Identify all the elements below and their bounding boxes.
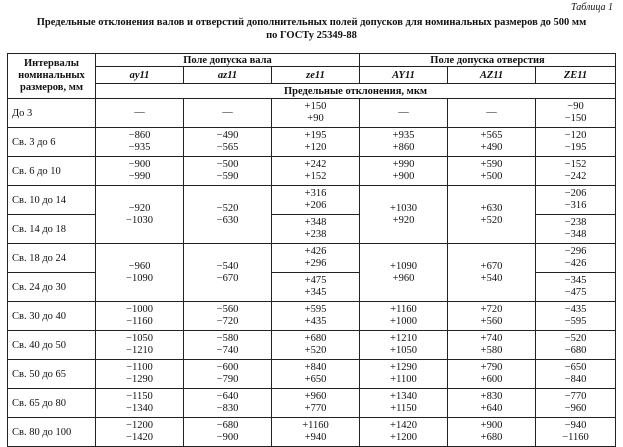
- cell-ZE: [536, 244, 616, 273]
- interval-header: Интервалы номинальных размеров, мм: [8, 54, 96, 99]
- deviation-value: −770: [564, 391, 587, 402]
- deviation-value: +150: [304, 101, 327, 112]
- deviation-value: —: [134, 107, 145, 118]
- deviation-value: +540: [480, 272, 503, 284]
- deviation-value: −1030: [126, 214, 153, 226]
- cell-ze: [272, 302, 360, 331]
- deviation-value: +860: [392, 142, 415, 153]
- cell-AZ-merged: [448, 186, 536, 244]
- deviation-value: +1200: [390, 432, 417, 443]
- deviation-value: +120: [304, 142, 327, 153]
- cell-AY: [360, 99, 448, 128]
- deviation-value: +500: [480, 171, 503, 182]
- deviation-value: +1000: [390, 316, 417, 327]
- table-row: [8, 157, 616, 186]
- deviation-value: −960: [564, 403, 587, 414]
- col-ze11: ze11: [272, 67, 360, 84]
- interval-label: Св. 80 до 100: [8, 418, 96, 447]
- cell-AY: [360, 157, 448, 186]
- deviation-value: −860: [128, 130, 151, 141]
- deviation-value: +1100: [390, 374, 417, 385]
- table-row: [8, 360, 616, 389]
- deviation-value: −152: [564, 159, 587, 170]
- cell-AZ: [448, 389, 536, 418]
- deviation-value: +990: [392, 159, 415, 170]
- cell-az: [184, 302, 272, 331]
- deviation-value: +960: [304, 391, 327, 402]
- cell-ze: [272, 157, 360, 186]
- deviation-value: −90: [567, 101, 584, 112]
- cell-ay: [96, 331, 184, 360]
- deviation-value: −475: [564, 287, 587, 298]
- deviation-value: −920: [128, 202, 151, 214]
- interval-label: До 3: [8, 99, 96, 128]
- deviation-value: +242: [304, 159, 327, 170]
- cell-AY-merged: [360, 186, 448, 244]
- cell-ze: [272, 389, 360, 418]
- hole-group-header: Поле допуска отверстия: [360, 54, 616, 67]
- deviation-value: −680: [216, 420, 239, 431]
- deviation-value: −1210: [126, 345, 153, 356]
- interval-label: Св. 40 до 50: [8, 331, 96, 360]
- cell-ze: [272, 128, 360, 157]
- deviation-value: −740: [216, 345, 239, 356]
- deviation-value: —: [486, 107, 497, 118]
- cell-ze: [272, 186, 360, 215]
- deviation-value: −1100: [126, 362, 153, 373]
- cell-ay: [96, 128, 184, 157]
- deviation-value: −650: [564, 362, 587, 373]
- deviation-value: −540: [216, 260, 239, 272]
- interval-label: Св. 30 до 40: [8, 302, 96, 331]
- deviation-value: —: [398, 107, 409, 118]
- deviation-value: −790: [216, 374, 239, 385]
- deviation-value: +435: [304, 316, 327, 327]
- deviation-value: −348: [564, 229, 587, 240]
- deviation-value: +770: [304, 403, 327, 414]
- deviation-value: −1200: [126, 420, 153, 431]
- cell-ZE: [536, 418, 616, 447]
- deviation-value: +565: [480, 130, 503, 141]
- deviation-value: −435: [564, 304, 587, 315]
- deviation-value: +426: [304, 246, 327, 257]
- cell-AZ: [448, 157, 536, 186]
- cell-ZE: [536, 128, 616, 157]
- deviation-value: −520: [564, 333, 587, 344]
- deviation-value: +1420: [390, 420, 417, 431]
- cell-AY: [360, 389, 448, 418]
- cell-ay: [96, 302, 184, 331]
- deviation-value: +90: [307, 113, 324, 124]
- deviation-value: +740: [480, 333, 503, 344]
- deviation-value: −830: [216, 403, 239, 414]
- deviation-value: +935: [392, 130, 415, 141]
- cell-AY: [360, 302, 448, 331]
- deviation-value: +1030: [390, 202, 417, 214]
- deviation-value: +520: [304, 345, 327, 356]
- cell-AY: [360, 128, 448, 157]
- deviation-value: −1420: [126, 432, 153, 443]
- table-label: Таблица 1: [571, 2, 613, 13]
- deviation-value: −940: [564, 420, 587, 431]
- deviation-value: −490: [216, 130, 239, 141]
- deviation-value: +238: [304, 229, 327, 240]
- deviation-value: −580: [216, 333, 239, 344]
- deviation-value: +720: [480, 304, 503, 315]
- deviation-value: +1290: [390, 362, 417, 373]
- deviation-value: +790: [480, 362, 503, 373]
- deviation-value: −600: [216, 362, 239, 373]
- deviation-value: −120: [564, 130, 587, 141]
- cell-AY: [360, 331, 448, 360]
- cell-az-merged: [184, 186, 272, 244]
- deviation-value: +560: [480, 316, 503, 327]
- cell-ZE: [536, 360, 616, 389]
- deviations-header: Предельные отклонения, мкм: [96, 84, 616, 99]
- cell-AZ: [448, 99, 536, 128]
- cell-ze: [272, 273, 360, 302]
- deviation-value: −595: [564, 316, 587, 327]
- deviation-value: −960: [128, 260, 151, 272]
- cell-ZE: [536, 273, 616, 302]
- cell-az: [184, 360, 272, 389]
- interval-label: Св. 6 до 10: [8, 157, 96, 186]
- deviation-value: +1150: [390, 403, 417, 414]
- deviation-value: +1210: [390, 333, 417, 344]
- deviation-value: −345: [564, 275, 587, 286]
- cell-AZ-merged: [448, 244, 536, 302]
- cell-ay: [96, 418, 184, 447]
- deviation-value: +840: [304, 362, 327, 373]
- table-row: [8, 331, 616, 360]
- deviation-value: +296: [304, 258, 327, 269]
- deviation-value: −840: [564, 374, 587, 385]
- cell-ay: [96, 99, 184, 128]
- deviation-value: −1090: [126, 272, 153, 284]
- deviation-value: +316: [304, 188, 327, 199]
- cell-ay: [96, 360, 184, 389]
- cell-ZE: [536, 389, 616, 418]
- interval-label: Св. 50 до 65: [8, 360, 96, 389]
- deviation-value: +680: [480, 432, 503, 443]
- table-row: [8, 302, 616, 331]
- cell-AZ: [448, 128, 536, 157]
- cell-ZE: [536, 302, 616, 331]
- cell-ZE: [536, 331, 616, 360]
- deviation-value: −560: [216, 304, 239, 315]
- table-row: [8, 99, 616, 128]
- cell-ZE: [536, 157, 616, 186]
- deviation-value: −206: [564, 188, 587, 199]
- table-row: [8, 418, 616, 447]
- interval-label: Св. 3 до 6: [8, 128, 96, 157]
- deviation-value: +475: [304, 275, 327, 286]
- deviation-value: +940: [304, 432, 327, 443]
- deviation-value: −990: [128, 171, 151, 182]
- cell-az: [184, 418, 272, 447]
- deviation-value: +900: [480, 420, 503, 431]
- deviation-value: +1050: [390, 345, 417, 356]
- interval-label: Св. 65 до 80: [8, 389, 96, 418]
- deviation-value: +680: [304, 333, 327, 344]
- deviation-value: +630: [480, 202, 503, 214]
- cell-AY-merged: [360, 244, 448, 302]
- deviation-value: −1150: [126, 391, 153, 402]
- cell-ay: [96, 157, 184, 186]
- cell-ze: [272, 215, 360, 244]
- cell-ze: [272, 331, 360, 360]
- deviation-value: −720: [216, 316, 239, 327]
- deviation-value: −630: [216, 214, 239, 226]
- deviation-value: −195: [564, 142, 587, 153]
- shaft-group-header: Поле допуска вала: [96, 54, 360, 67]
- deviation-value: −565: [216, 142, 239, 153]
- interval-label: Св. 24 до 30: [8, 273, 96, 302]
- interval-label: Св. 18 до 24: [8, 244, 96, 273]
- deviation-value: +640: [480, 403, 503, 414]
- cell-ay: [96, 389, 184, 418]
- deviation-value: −426: [564, 258, 587, 269]
- table-row: [8, 389, 616, 418]
- cell-AZ: [448, 302, 536, 331]
- table-row: [8, 244, 616, 273]
- col-az11: az11: [184, 67, 272, 84]
- deviation-value: −900: [216, 432, 239, 443]
- deviation-value: −1160: [126, 316, 153, 327]
- deviation-value: +520: [480, 214, 503, 226]
- deviation-value: −670: [216, 272, 239, 284]
- cell-ay-merged: [96, 244, 184, 302]
- cell-ay-merged: [96, 186, 184, 244]
- table-subtitle: по ГОСТу 25349-88: [266, 30, 357, 41]
- col-ay11: ay11: [96, 67, 184, 84]
- deviation-value: −1050: [126, 333, 153, 344]
- deviation-value: +1340: [390, 391, 417, 402]
- cell-ze: [272, 99, 360, 128]
- tolerance-table: [7, 53, 616, 447]
- col-AY11: AY11: [360, 67, 448, 84]
- interval-label: Св. 10 до 14: [8, 186, 96, 215]
- col-AZ11: AZ11: [448, 67, 536, 84]
- col-ZE11: ZE11: [536, 67, 616, 84]
- deviation-value: +1160: [390, 304, 417, 315]
- deviation-value: +960: [392, 272, 415, 284]
- deviation-value: −500: [216, 159, 239, 170]
- cell-AZ: [448, 360, 536, 389]
- deviation-value: −316: [564, 200, 587, 211]
- deviation-value: +650: [304, 374, 327, 385]
- cell-ZE: [536, 99, 616, 128]
- cell-AY: [360, 418, 448, 447]
- deviation-value: —: [222, 107, 233, 118]
- cell-ZE: [536, 215, 616, 244]
- deviation-value: +590: [480, 159, 503, 170]
- deviation-value: −242: [564, 171, 587, 182]
- deviation-value: +600: [480, 374, 503, 385]
- deviation-value: −296: [564, 246, 587, 257]
- deviation-value: +1090: [390, 260, 417, 272]
- deviation-value: −640: [216, 391, 239, 402]
- deviation-value: +670: [480, 260, 503, 272]
- deviation-value: −1340: [126, 403, 153, 414]
- deviation-value: +1160: [302, 420, 329, 431]
- deviation-value: +206: [304, 200, 327, 211]
- cell-az: [184, 389, 272, 418]
- deviation-value: +900: [392, 171, 415, 182]
- cell-AZ: [448, 331, 536, 360]
- cell-AY: [360, 360, 448, 389]
- cell-az: [184, 157, 272, 186]
- cell-ze: [272, 418, 360, 447]
- deviation-value: −935: [128, 142, 151, 153]
- table-row: [8, 186, 616, 215]
- cell-az: [184, 331, 272, 360]
- cell-az: [184, 99, 272, 128]
- deviation-value: −900: [128, 159, 151, 170]
- deviation-value: −238: [564, 217, 587, 228]
- deviation-value: +595: [304, 304, 327, 315]
- deviation-value: +580: [480, 345, 503, 356]
- deviation-value: +920: [392, 214, 415, 226]
- cell-ze: [272, 244, 360, 273]
- table-title: Предельные отклонения валов и отверстий дополнительных полей допусков для номинальных размеров до 500 мм: [36, 17, 587, 28]
- deviation-value: +348: [304, 217, 327, 228]
- deviation-value: +830: [480, 391, 503, 402]
- cell-ZE: [536, 186, 616, 215]
- deviation-value: −1000: [126, 304, 153, 315]
- deviation-value: +195: [304, 130, 327, 141]
- cell-ze: [272, 360, 360, 389]
- deviation-value: +152: [304, 171, 327, 182]
- deviation-value: −520: [216, 202, 239, 214]
- interval-label: Св. 14 до 18: [8, 215, 96, 244]
- cell-az-merged: [184, 244, 272, 302]
- deviation-value: −680: [564, 345, 587, 356]
- deviation-value: +490: [480, 142, 503, 153]
- deviation-value: −590: [216, 171, 239, 182]
- deviation-value: −150: [564, 113, 587, 124]
- cell-az: [184, 128, 272, 157]
- cell-AZ: [448, 418, 536, 447]
- table-row: [8, 128, 616, 157]
- deviation-value: +345: [304, 287, 327, 298]
- deviation-value: −1290: [126, 374, 153, 385]
- deviation-value: −1160: [562, 432, 589, 443]
